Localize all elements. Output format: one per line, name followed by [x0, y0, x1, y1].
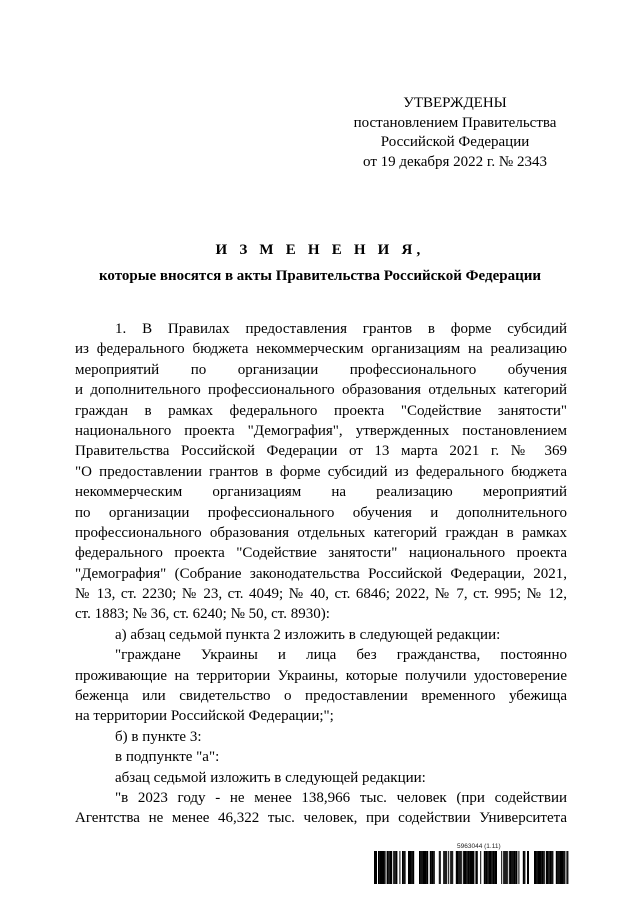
body-line: "Демография" (Собрание законодательства Российской Федерации, 2021,: [75, 565, 567, 582]
body-line: из федерального бюджета некоммерческим организациям на реализацию: [75, 341, 567, 358]
body-line: федерального проекта "Содействие занятости" национального проекта: [75, 545, 567, 562]
body-line: профессионального образования отдельных категорий граждан в рамках: [75, 524, 567, 541]
approval-heading: УТВЕРЖДЕНЫ: [403, 95, 507, 111]
approval-government: Российской Федерации: [380, 134, 530, 150]
body-line: национального проекта "Демография", утвержденных постановлением: [75, 422, 567, 439]
approval-date-number: от 19 декабря 2022 г. № 2343: [363, 153, 547, 170]
body-line: Агентства не менее 46,322 тыс. человек, при содействии Университета: [75, 810, 567, 827]
approval-by-decree: постановлением Правительства: [353, 114, 557, 131]
body-line: некоммерческим организациям на реализацию мероприятий: [75, 484, 567, 501]
document-code: 5963044 (1.11): [457, 843, 501, 850]
body-line: мероприятий по организации профессионального обучения: [75, 361, 567, 378]
body-line: граждан в рамках федерального проекта "Содействие занятости": [75, 402, 567, 419]
body-line: беженца или свидетельство о предоставлении временного убежища: [75, 688, 567, 705]
body-line: ст. 1883; № 36, ст. 6240; № 50, ст. 8930):: [75, 606, 330, 623]
barcode-icon: [374, 851, 570, 884]
body-line: на территории Российской Федерации;";: [75, 708, 334, 725]
body-line: проживающие на территории Украины, которые получили удостоверение: [75, 667, 567, 684]
body-line: и дополнительного профессионального образования отдельных категорий: [75, 382, 567, 399]
body-line: № 13, ст. 2230; № 23, ст. 4049; № 40, ст. 6846; 2022, № 7, ст. 995; № 12,: [75, 586, 567, 603]
document-subtitle: которые вносятся в акты Правительства Российской Федерации: [98, 268, 542, 284]
document-title: И З М Е Н Е Н И Я,: [215, 242, 425, 258]
body-line: "в 2023 году - не менее 138,966 тыс. человек (при содействии: [115, 789, 567, 806]
approval-stamp: [340, 94, 570, 172]
body-line: "граждане Украины и лица без гражданства, постоянно: [115, 647, 567, 664]
body-line: Правительства Российской Федерации от 13 марта 2021 г. № 369: [75, 443, 567, 460]
body-line: б) в пункте 3:: [115, 728, 202, 745]
body-line: в подпункте "а":: [115, 749, 220, 766]
body-line: "О предоставлении грантов в форме субсидий из федерального бюджета: [75, 463, 567, 480]
document-body: [75, 319, 567, 829]
body-line: по организации профессионального обучения и дополнительного: [75, 504, 567, 521]
body-line: абзац седьмой изложить в следующей редакции:: [115, 769, 426, 786]
body-line: а) абзац седьмой пункта 2 изложить в следующей редакции:: [115, 626, 501, 643]
body-line: 1. В Правилах предоставления грантов в форме субсидий: [115, 321, 567, 337]
